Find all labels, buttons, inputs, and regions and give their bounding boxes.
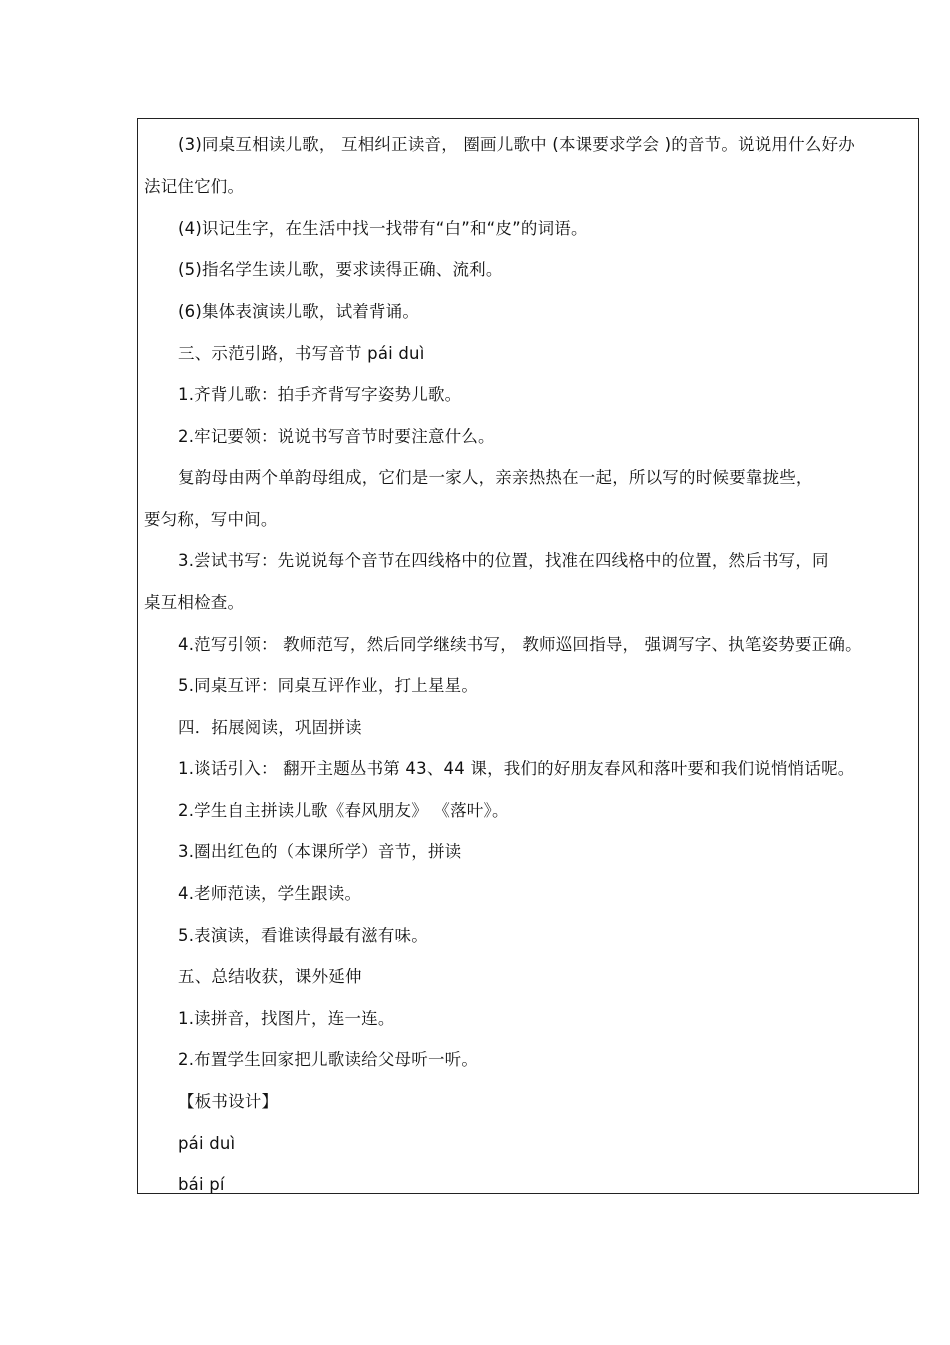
text-line: 4.范写引领： 教师范写，然后同学继续书写， 教师巡回指导， 强调写字、执笔姿势要正确。 <box>178 635 862 654</box>
text-line: 4.老师范读，学生跟读。 <box>178 884 362 903</box>
text-line: (5)指名学生读儿歌，要求读得正确、流利。 <box>178 260 503 279</box>
text-line: 2.布置学生回家把儿歌读给父母听一听。 <box>178 1050 479 1069</box>
text-line: 5.表演读，看谁读得最有滋有味。 <box>178 926 428 945</box>
text-line: 1.齐背儿歌：拍手齐背写字姿势儿歌。 <box>178 385 462 404</box>
section-heading: 五、总结收获，课外延伸 <box>178 967 362 986</box>
text-line: 1.读拼音，找图片，连一连。 <box>178 1009 395 1028</box>
text-line: 2.学生自主拼读儿歌《春风朋友》 《落叶》。 <box>178 801 509 820</box>
text-line: (4)识记生字，在生活中找一找带有“白”和“皮”的词语。 <box>178 219 588 238</box>
section-heading: 四．拓展阅读，巩固拼读 <box>178 718 362 737</box>
text-line: 复韵母由两个单韵母组成，它们是一家人，亲亲热热在一起，所以写的时候要靠拢些， <box>178 468 813 487</box>
pinyin-line: pái duì <box>178 1134 236 1153</box>
text-line: 1.谈话引入： 翻开主题丛书第 43、44 课，我们的好朋友春风和落叶要和我们说悄悄话呢。 <box>178 759 855 778</box>
text-line: 要匀称，写中间。 <box>144 510 278 529</box>
section-heading: 三、示范引路，书写音节 pái duì <box>178 344 425 363</box>
pinyin-line: bái pí <box>178 1175 225 1194</box>
text-line: 5.同桌互评：同桌互评作业，打上星星。 <box>178 676 479 695</box>
text-line: 2.牢记要领：说说书写音节时要注意什么。 <box>178 427 495 446</box>
text-line: 法记住它们。 <box>144 177 245 196</box>
text-line: 桌互相检查。 <box>144 593 245 612</box>
text-line: 3.尝试书写：先说说每个音节在四线格中的位置，找准在四线格中的位置，然后书写，同 <box>178 551 829 570</box>
board-design-heading: 【板书设计】 <box>178 1092 279 1111</box>
text-line: (6)集体表演读儿歌，试着背诵。 <box>178 302 420 321</box>
text-line: 3.圈出红色的（本课所学）音节，拼读 <box>178 842 462 861</box>
text-line: (3)同桌互相读儿歌， 互相纠正读音， 圈画儿歌中 (本课要求学会 )的音节。说说用什么好办 <box>178 135 855 154</box>
